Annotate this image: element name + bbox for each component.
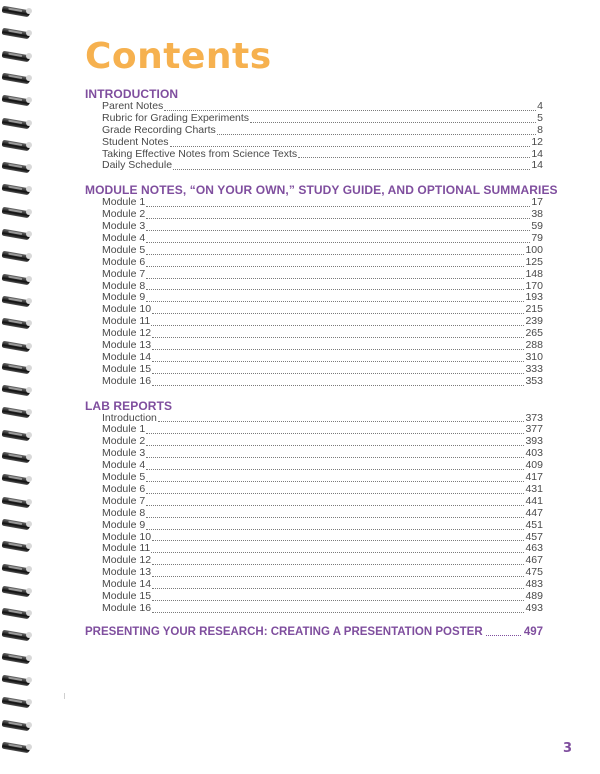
page-title: Contents	[85, 36, 272, 77]
toc-entry-label: Module 8	[102, 279, 146, 292]
toc-entry	[85, 233, 543, 245]
toc-leader-dots	[152, 580, 524, 589]
toc-entry-page: 14	[531, 159, 543, 172]
toc-entry	[85, 316, 543, 328]
binding-hole	[26, 97, 32, 103]
toc-entry-label: Module 10	[102, 530, 152, 543]
binding-hole	[26, 677, 32, 683]
toc-entry-label: Module 15	[102, 589, 152, 602]
binding-hole	[26, 120, 32, 126]
toc-leader-dots	[146, 210, 530, 219]
toc-entry	[85, 269, 543, 281]
toc-leader-dots	[250, 114, 536, 123]
toc-sections	[85, 87, 558, 615]
toc-entry-label: Module 2	[102, 208, 146, 221]
toc-entry	[85, 137, 543, 149]
toc-final-entry	[85, 626, 543, 638]
toc-entry-page: 441	[525, 494, 543, 507]
binding-hole	[26, 276, 32, 282]
toc-leader-dots	[146, 449, 524, 458]
toc-leader-dots	[152, 365, 524, 374]
toc-entry-label: Module 4	[102, 459, 146, 472]
toc-entry-page: 467	[525, 554, 543, 567]
toc-entry	[85, 460, 543, 472]
toc-entry-label: Module 11	[102, 315, 151, 328]
toc-leader-dots	[298, 149, 530, 158]
toc-entry	[85, 340, 543, 352]
toc-entry	[85, 328, 543, 340]
binding-hole	[26, 409, 32, 415]
toc-final-label: PRESENTING YOUR RESEARCH: CREATING A PRESENTATION POSTER	[85, 625, 483, 638]
binding-hole	[26, 343, 32, 349]
binding-hole	[26, 655, 32, 661]
toc-section	[85, 183, 558, 387]
binding-hole	[26, 320, 32, 326]
binding-hole	[26, 142, 32, 148]
toc-entry-label: Module 7	[102, 494, 146, 507]
toc-entry-page: 148	[525, 267, 543, 280]
toc-entry-label: Rubric for Grading Experiments	[102, 111, 250, 124]
toc-leader-dots	[146, 485, 524, 494]
toc-leader-dots	[146, 198, 530, 207]
binding-hole	[26, 476, 32, 482]
toc-entry-label: Module 14	[102, 350, 152, 363]
binding-hole	[26, 454, 32, 460]
toc-entry-label: Module 13	[102, 566, 152, 579]
toc-entry	[85, 484, 543, 496]
toc-entry-page: 333	[525, 362, 543, 375]
toc-entry-label: Module 16	[102, 601, 152, 614]
toc-entry-page: 14	[531, 147, 543, 160]
section-heading: INTRODUCTION	[85, 87, 179, 101]
toc-entry-label: Module 11	[102, 542, 151, 555]
toc-entry	[85, 603, 543, 615]
toc-leader-dots	[173, 161, 530, 170]
toc-entry	[85, 197, 543, 209]
toc-leader-dots	[164, 102, 536, 111]
toc-entry-label: Module 4	[102, 232, 146, 245]
toc-entry-page: 447	[525, 506, 543, 519]
toc-entry-label: Module 9	[102, 518, 146, 531]
toc-entry-page: 38	[531, 208, 543, 221]
toc-leader-dots	[152, 556, 524, 565]
binding-hole	[26, 75, 32, 81]
toc-leader-dots	[146, 437, 524, 446]
toc-entry-page: 265	[525, 327, 543, 340]
toc-entry-page: 457	[525, 530, 543, 543]
toc-leader-dots	[151, 544, 524, 553]
toc-entry-page: 79	[531, 232, 543, 245]
toc-entry-page: 4	[537, 100, 543, 112]
binding-hole	[26, 543, 32, 549]
toc-leader-dots	[152, 353, 524, 362]
toc-entry	[85, 292, 543, 304]
toc-entry	[85, 579, 543, 591]
toc-leader-dots	[146, 497, 524, 506]
toc-entry-page: 5	[537, 111, 543, 124]
toc-leader-dots	[146, 234, 530, 243]
toc-entry-page: 215	[525, 303, 543, 316]
toc-entry	[85, 424, 543, 436]
toc-entry	[85, 520, 543, 532]
stray-mark	[64, 693, 65, 699]
binding-hole	[26, 588, 32, 594]
toc-entry-label: Introduction	[102, 411, 157, 424]
toc-entry	[85, 496, 543, 508]
toc-entry-label: Module 15	[102, 362, 152, 375]
toc-entry-page: 310	[525, 350, 543, 363]
toc-entry	[85, 532, 543, 544]
toc-leader-dots	[146, 473, 524, 482]
binding-hole	[26, 8, 32, 14]
toc-entry	[85, 113, 543, 125]
binding-hole	[26, 231, 32, 237]
toc-entry-page: 170	[525, 279, 543, 292]
binding-hole	[26, 387, 32, 393]
toc-entry-page: 403	[525, 447, 543, 460]
toc-leader-dots	[146, 246, 524, 255]
toc-entry-page: 239	[525, 315, 543, 328]
toc-leader-dots	[152, 305, 524, 314]
toc-leader-dots	[146, 461, 524, 470]
toc-entry-label: Module 6	[102, 482, 146, 495]
toc-leader-dots	[158, 413, 525, 422]
toc-leader-dots	[146, 425, 524, 434]
toc-entry-page: 373	[525, 411, 543, 424]
toc-entry	[85, 448, 543, 460]
toc-leader-dots	[152, 329, 524, 338]
toc-entry-page: 125	[525, 255, 543, 268]
toc-entry	[85, 508, 543, 520]
contents-body	[85, 35, 558, 638]
binding-hole	[26, 499, 32, 505]
toc-entry-label: Student Notes	[102, 135, 169, 148]
toc-entry-label: Module 9	[102, 291, 146, 304]
toc-section	[85, 399, 543, 615]
toc-entry	[85, 472, 543, 484]
binding-hole	[26, 632, 32, 638]
toc-entry	[85, 125, 543, 137]
binding-hole	[26, 699, 32, 705]
binding-hole	[26, 521, 32, 527]
binding-hole	[26, 722, 32, 728]
toc-section	[85, 87, 543, 172]
toc-entry-label: Module 3	[102, 220, 146, 233]
toc-entry-label: Module 5	[102, 471, 146, 484]
toc-entry-page: 100	[525, 243, 543, 256]
toc-entry-page: 17	[531, 196, 543, 209]
section-heading: MODULE NOTES, “ON YOUR OWN,” STUDY GUIDE, AND OPTIONAL SUMMARIES	[85, 183, 558, 198]
toc-leader-dots	[146, 509, 524, 518]
toc-leader-dots	[152, 568, 524, 577]
toc-entry-page: 353	[525, 374, 543, 387]
binding-hole	[26, 610, 32, 616]
toc-leader-dots	[146, 293, 524, 302]
toc-leader-dots	[170, 138, 531, 147]
toc-entry-page: 431	[525, 482, 543, 495]
toc-entry	[85, 221, 543, 233]
toc-leader-dots	[152, 532, 524, 541]
toc-entry-label: Module 10	[102, 303, 152, 316]
toc-entry	[85, 567, 543, 579]
toc-leader-dots	[146, 222, 530, 231]
toc-entry	[85, 209, 543, 221]
toc-entry-page: 489	[525, 589, 543, 602]
toc-entry-page: 409	[525, 459, 543, 472]
binding-hole	[26, 164, 32, 170]
section-heading: LAB REPORTS	[85, 398, 173, 413]
toc-leader-dots	[152, 592, 524, 601]
toc-leader-dots	[146, 521, 524, 530]
toc-entry	[85, 591, 543, 603]
toc-leader-dots	[486, 627, 521, 636]
toc-entry	[85, 436, 543, 448]
binding-hole	[26, 253, 32, 259]
binding-hole	[26, 566, 32, 572]
binding-hole	[26, 298, 32, 304]
toc-entry-label: Grade Recording Charts	[102, 123, 216, 136]
toc-entry-label: Module 1	[102, 196, 146, 209]
toc-entry-label: Module 6	[102, 255, 146, 268]
toc-final-page: 497	[523, 625, 543, 638]
toc-entry	[85, 364, 543, 376]
toc-entry-label: Module 13	[102, 339, 152, 352]
toc-entry-page: 8	[537, 123, 543, 136]
binding-hole	[26, 186, 32, 192]
toc-entry	[85, 160, 543, 172]
toc-entry	[85, 555, 543, 567]
toc-entry	[85, 543, 543, 555]
binding-hole	[26, 432, 32, 438]
toc-entry-page: 475	[525, 566, 543, 579]
toc-entry-page: 451	[525, 518, 543, 531]
binding-hole	[26, 30, 32, 36]
toc-entry	[85, 245, 543, 257]
toc-entry-page: 193	[525, 291, 543, 304]
toc-entry	[85, 352, 543, 364]
toc-entry-label: Module 12	[102, 327, 152, 340]
toc-entry-label: Module 7	[102, 267, 146, 280]
toc-entry-page: 417	[525, 471, 543, 484]
toc-leader-dots	[152, 377, 524, 386]
toc-leader-dots	[152, 341, 524, 350]
toc-entry-page: 393	[525, 435, 543, 448]
toc-leader-dots	[146, 258, 524, 267]
toc-entry-page: 12	[531, 135, 543, 148]
toc-entry-label: Taking Effective Notes from Science Texts	[102, 147, 298, 160]
toc-entry-label: Daily Schedule	[102, 159, 173, 172]
page-number: 3	[562, 741, 572, 756]
toc-entry-label: Module 1	[102, 423, 146, 436]
toc-entry-page: 463	[525, 542, 543, 555]
toc-entry	[85, 281, 543, 293]
toc-entry	[85, 304, 543, 316]
toc-entry	[85, 413, 543, 425]
spiral-binding	[0, 0, 40, 774]
binding-hole	[26, 365, 32, 371]
toc-leader-dots	[151, 317, 524, 326]
toc-leader-dots	[152, 604, 524, 613]
toc-entry-page: 377	[525, 423, 543, 436]
binding-hole	[26, 53, 32, 59]
toc-entry-label: Module 14	[102, 578, 152, 591]
toc-entry-label: Module 8	[102, 506, 146, 519]
toc-entry-page: 288	[525, 339, 543, 352]
toc-entry-label: Module 16	[102, 374, 152, 387]
toc-entry-label: Module 12	[102, 554, 152, 567]
binding-hole	[26, 209, 32, 215]
toc-entry-page: 59	[531, 220, 543, 233]
toc-entry-label: Module 3	[102, 447, 146, 460]
toc-entry-page: 483	[525, 578, 543, 591]
toc-entry-label: Module 5	[102, 243, 146, 256]
toc-leader-dots	[146, 270, 524, 279]
toc-leader-dots	[217, 126, 536, 135]
toc-entry	[85, 257, 543, 269]
toc-entry-label: Module 2	[102, 435, 146, 448]
toc-entry-page: 493	[525, 601, 543, 614]
toc-entry	[85, 376, 543, 388]
toc-entry-label: Parent Notes	[102, 100, 164, 112]
toc-leader-dots	[146, 281, 524, 290]
binding-hole	[26, 744, 32, 750]
